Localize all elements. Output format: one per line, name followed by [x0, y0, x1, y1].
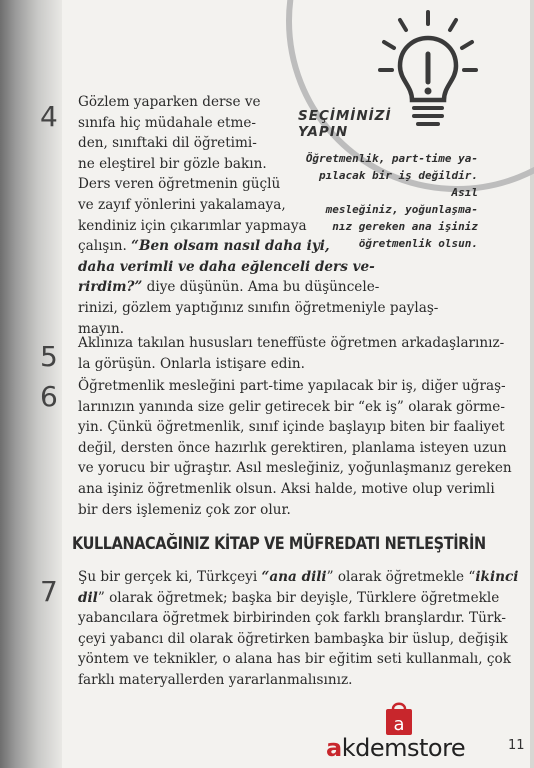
callout-title-line: YAPIN	[298, 124, 349, 140]
text-line: yöntem ve teknikler, o alana has bir eğitim seti kullanmalı, çok	[78, 651, 511, 668]
text-line: Aklınıza takılan hususları teneffüste öğretmen arkadaşlarınız-	[78, 335, 505, 351]
text-line: Öğretmenlik mesleğini part-time yapılacak bir iş, diğer uğraş-	[78, 378, 506, 394]
text-line: ne eleştirel bir gözle bakın.	[78, 155, 267, 172]
text-line: yin. Çünkü öğretmenlik, sınıf içinde başlayıp biten bir faaliyet	[78, 419, 505, 436]
text-line	[78, 567, 528, 588]
text-line	[78, 277, 528, 298]
text-line: farklı materyallerden yararlanmalısınız.	[78, 671, 353, 688]
text-span: diye düşünün. Ama bu düşüncele-	[142, 279, 380, 296]
item-number: 6	[40, 380, 58, 413]
emphasis-text: rirdim?”	[78, 279, 143, 296]
item-5-text	[78, 333, 528, 374]
text-line: den, sınıftaki dil öğretimi-	[78, 135, 257, 152]
text-line: rinizi, gözlem yaptığınız sınıfın öğretmeniyle paylaş-	[78, 299, 439, 316]
item-number: 4	[40, 100, 58, 133]
emphasis-text: dil	[78, 589, 98, 606]
item-number: 5	[40, 340, 58, 373]
logo-letter: a	[393, 714, 405, 735]
text-line	[78, 588, 528, 609]
callout-text-line: mesleğiniz, yoğunlaşma-	[325, 203, 478, 216]
brand-name: kdemstore	[341, 734, 466, 762]
callout-text-line: öğretmenlik olsun.	[358, 237, 478, 250]
text-line	[78, 236, 528, 257]
brand-accent-letter: a	[326, 734, 342, 762]
item-6-text	[78, 376, 528, 520]
text-span: çalışın.	[78, 238, 132, 255]
text-line: değil, dersten önce hazırlık gerektiren, planlama isteyen uzun	[78, 439, 507, 456]
text-line: mayın.	[78, 320, 125, 337]
callout-text-line: pılacak bir iş değildir. Asıl	[319, 169, 478, 199]
text-line: kendiniz için çıkarımlar yapmaya	[78, 217, 307, 234]
emphasis-text: daha verimli ve daha eğlenceli ders ve-	[78, 258, 375, 275]
text-line: Gözlem yaparken derse ve	[78, 94, 261, 110]
text-line: larınızın yanında size gelir getirecek bir “ek iş” olarak görme-	[78, 398, 505, 415]
text-span: ” olarak öğretmek; başka bir deyişle, Türklere öğretmekle	[97, 589, 500, 606]
callout-text-line: Öğretmenlik, part-time ya-	[305, 152, 478, 165]
section-heading: KULLANACAĞINIZ KİTAP VE MÜFREDATI NETLEŞTİRİN	[72, 535, 486, 554]
item-4-text	[78, 92, 528, 339]
text-line: ve yorucu bir uğraştır. Asıl mesleğiniz, yoğunlaşmanız gereken	[78, 460, 512, 477]
callout-text-line: nız gereken ana işiniz	[332, 220, 478, 233]
text-line: la görüşün. Onlarla istişare edin.	[78, 355, 305, 372]
text-line: Ders veren öğretmenin güçlü	[78, 176, 281, 193]
text-line: ana işiniz öğretmenlik olsun. Aksi halde, motive olup verimli	[78, 480, 495, 497]
page-number: 11	[508, 738, 525, 753]
text-line: çeyi yabancı dil olarak öğretirken bambaşka bir üslup, değişik	[78, 630, 508, 647]
item-7-text	[78, 567, 528, 691]
text-span: ” olarak öğretmekle “	[326, 569, 476, 585]
emphasis-text: “ana dili	[261, 569, 327, 585]
emphasis-text: ikinci	[475, 569, 519, 585]
callout-title-line: SEÇİMİNİZİ	[298, 108, 392, 124]
text-line: ve zayıf yönlerini yakalamaya,	[78, 196, 286, 213]
text-line: yabancılara öğretmek birbirinden çok farklı branşlardır. Türk-	[78, 610, 506, 627]
item-number: 7	[40, 575, 58, 608]
text-span: Şu bir gerçek ki, Türkçeyi	[78, 569, 262, 585]
emphasis-text: “Ben olsam nasıl daha iyi,	[131, 238, 330, 255]
shopping-bag-logo-icon	[384, 700, 414, 736]
text-line: sınıfa hiç müdahale etme-	[78, 114, 256, 131]
brand-logo	[326, 734, 465, 762]
text-line: bir ders işlemeniz çok zor olur.	[78, 501, 291, 518]
